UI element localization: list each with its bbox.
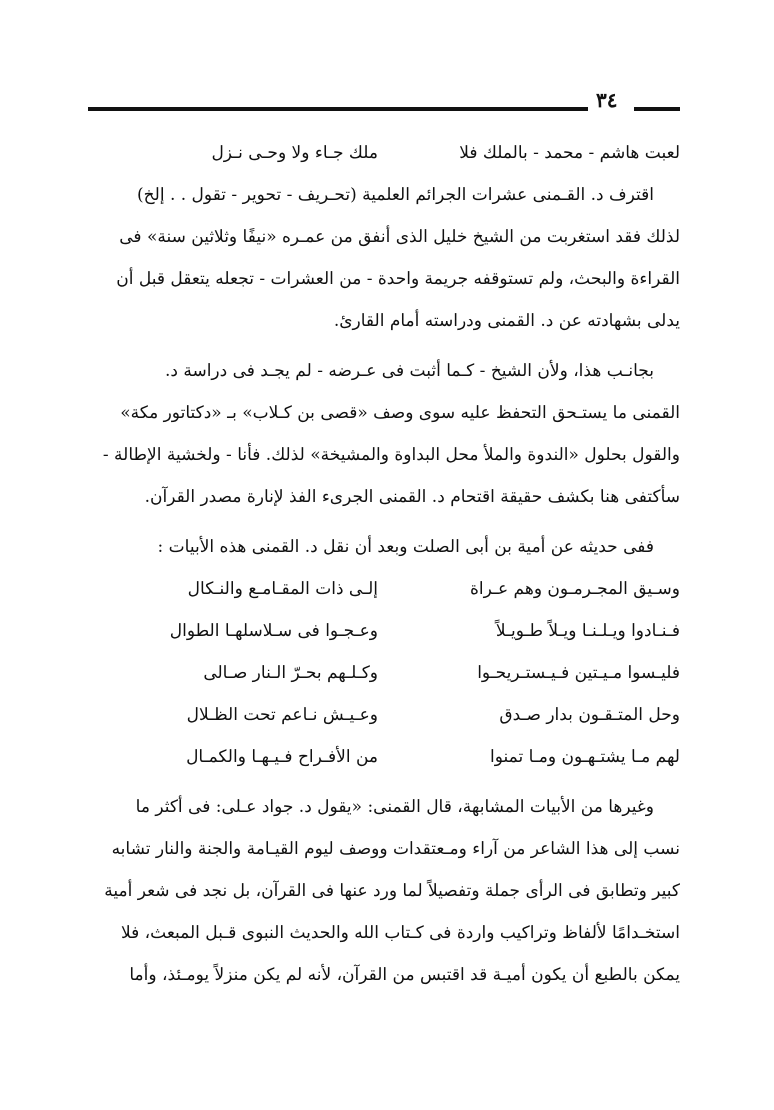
paragraph-line: يدلى بشهادته عن د. القمنى ودراسته أمام القارئ. — [333, 311, 680, 331]
paragraph-line: القمنى ما يستـحق التحفظ عليه سوى وصف «قصى بن كـلاب» بـ «دكتاتور مكة» — [120, 403, 680, 423]
poem-verse — [92, 652, 680, 694]
paragraph-gap — [92, 518, 680, 526]
verse-second-hemistich: ملك جـاء ولا وحـى نـزل — [211, 143, 378, 163]
verse-first-hemistich: وحل المتـقـون بدار صـدق — [499, 705, 680, 725]
paragraph-4 — [92, 786, 680, 996]
poem-verse — [92, 694, 680, 736]
paragraph-gap — [92, 342, 680, 350]
poem-verse — [92, 610, 680, 652]
verse-first-hemistich: لهم مـا يشتـهـون ومـا تمنوا — [490, 747, 680, 767]
paragraph-line: نسب إلى هذا الشاعر من آراء ومـعتقدات ووصف ليوم القيـامة والجنة والنار تشابه — [111, 839, 680, 859]
paragraph-1 — [92, 174, 680, 342]
verse-second-hemistich: وكـلـهم بحـرّ الـنار صـالى — [203, 663, 378, 683]
header-rule-long — [88, 107, 588, 111]
paragraph-line: بجانـب هذا، ولأن الشيخ - كـما أثبت فى عـرضه - لم يجـد فى دراسة د. — [164, 361, 654, 381]
paragraph-line: سأكتفى هنا بكشف حقيقة اقتحام د. القمنى الجرىء الفذ لإنارة مصدر القرآن. — [144, 487, 680, 507]
body-text — [92, 132, 680, 996]
verse-second-hemistich: إلـى ذات المقـامـع والنـكال — [187, 579, 378, 599]
paragraph-line: القراءة والبحث، ولم تستوقفه جريمة واحدة - من العشرات - تجعله يتعقل قبل أن — [116, 269, 680, 289]
top-verse — [92, 132, 680, 174]
paragraph-line: كبير وتطابق فى الرأى جملة وتفصيلاً لما ورد عنها فى القرآن، بل نجد فى شعر أمية — [104, 881, 680, 901]
paragraph-line: استخـدامًا لألفاظ وتراكيب واردة فى كـتاب الله والحديث النبوى قـبل المبعث، فلا — [120, 923, 680, 943]
verse-second-hemistich: وعـجـوا فى سـلاسلهـا الطوال — [169, 621, 378, 641]
paragraph-gap — [92, 778, 680, 786]
poem-verse — [92, 736, 680, 778]
verse-first-hemistich: فليـسوا مـيـتين فـيـستـريحـوا — [477, 663, 680, 683]
poem — [92, 568, 680, 778]
verse-first-hemistich: وسـيق المجـرمـون وهم عـراة — [470, 579, 680, 599]
header-rule-short — [634, 107, 680, 111]
paragraph-line: والقول بحلول «الندوة والملأ محل البداوة والمشيخة» لذلك. فأنا - ولخشية الإطالة - — [102, 445, 680, 465]
verse-second-hemistich: وعـيـش نـاعم تحت الظـلال — [186, 705, 378, 725]
paragraph-line: ففى حديثه عن أمية بن أبى الصلت وبعد أن نقل د. القمنى هذه الأبيات : — [157, 537, 654, 557]
paragraph-3 — [92, 526, 680, 568]
paragraph-line: اقترف د. القـمنى عشرات الجرائم العلمية (تحـريف - تحوير - تقول . . إلخ) — [137, 185, 654, 205]
poem-verse — [92, 568, 680, 610]
paragraph-line: لذلك فقد استغربت من الشيخ خليل الذى أنفق من عمـره «نيفًا وثلاثين سنة» فى — [119, 227, 680, 247]
verse-second-hemistich: من الأفـراح فـيـهـا والكمـال — [186, 747, 378, 767]
page-number: ٣٤ — [596, 88, 618, 112]
paragraph-2 — [92, 350, 680, 518]
verse-first-hemistich: فـنـادوا ويـلـنـا ويـلاً طـويـلاً — [495, 621, 680, 641]
verse-first-hemistich: لعبت هاشم - محمد - بالملك فلا — [459, 143, 680, 163]
paragraph-line: وغيرها من الأبيات المشابهة، قال القمنى: «يقول د. جواد عـلى: فى أكثر ما — [135, 797, 654, 817]
paragraph-line: يمكن بالطبع أن يكون أميـة قد اقتبس من القرآن، لأنه لم يكن منزلاً يومـئذ، وأما — [129, 965, 680, 985]
